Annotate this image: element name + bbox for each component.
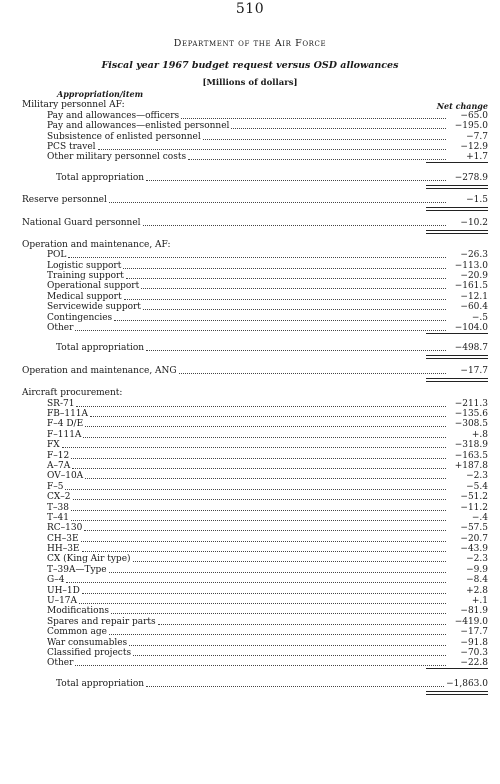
leader-dots: [79, 603, 446, 604]
table-row: [22, 281, 488, 291]
leader-dots: [68, 257, 446, 258]
table-row: [22, 616, 488, 626]
leader-dots: [203, 139, 446, 140]
section-heading: Military personnel AF:: [22, 100, 125, 111]
leader-dots: [133, 655, 446, 656]
row-label: CH–3E: [47, 533, 79, 544]
leader-dots: [75, 330, 446, 331]
leader-dots: [66, 582, 446, 583]
leader-dots: [143, 225, 446, 226]
row-label: T–41: [47, 512, 69, 523]
row-value: −20.9: [460, 271, 488, 282]
row-value: −308.5: [454, 419, 488, 430]
row-value: −70.3: [460, 647, 488, 658]
row-label: HH–3E: [47, 544, 80, 555]
row-label: CX–2: [47, 492, 71, 503]
om-ang-row: [22, 365, 488, 375]
section-aircraft-procurement: [22, 388, 488, 398]
total-row: [22, 343, 488, 353]
row-value: −60.4: [460, 302, 488, 313]
leader-dots: [65, 489, 446, 490]
row-value: −1,863.0: [446, 678, 488, 689]
row-value: −7.7: [466, 131, 488, 142]
row-label: T–38: [47, 502, 69, 513]
row-value: −498.7: [454, 343, 488, 354]
row-label: PCS travel: [47, 141, 96, 152]
row-value: −5.4: [466, 481, 488, 492]
table-row: [22, 302, 488, 312]
table-row: [22, 492, 488, 502]
column-header-change: Net change: [436, 101, 488, 111]
table-row: [22, 596, 488, 606]
leader-dots: [71, 458, 446, 459]
column-header-item: Appropriation/item: [57, 89, 144, 99]
row-label: Pay and allowances—enlisted personnel: [47, 121, 230, 132]
double-rule: [22, 689, 488, 695]
row-label: Other military personnel costs: [47, 152, 187, 163]
table-row: [22, 544, 488, 554]
row-label: SR‑71: [47, 398, 75, 409]
leader-dots: [82, 551, 447, 552]
table-row: [22, 533, 488, 543]
table-subtitle: Fiscal year 1967 budget request versus OSD allowances: [101, 60, 399, 71]
row-label: Spares and repair parts: [47, 616, 156, 627]
row-label: OV–10A: [47, 471, 84, 482]
rule: [426, 185, 488, 189]
leader-dots: [143, 309, 446, 310]
row-label: Total appropriation: [56, 172, 145, 183]
row-label: Other: [47, 658, 74, 669]
leader-dots: [146, 686, 444, 687]
table-row: [22, 554, 488, 564]
leader-dots: [146, 180, 446, 181]
section-operation-maintenance-af: [22, 240, 488, 250]
row-label: Total appropriation: [56, 343, 145, 354]
leader-dots: [231, 128, 446, 129]
leader-dots: [98, 149, 446, 150]
table-row: [22, 409, 488, 419]
leader-dots: [85, 426, 446, 427]
table-row: [22, 440, 488, 450]
row-label: FX: [47, 440, 60, 451]
row-value: +2.8: [466, 585, 488, 596]
row-value: −11.2: [460, 502, 488, 513]
leader-dots: [109, 202, 446, 203]
leader-dots: [81, 541, 446, 542]
leader-dots: [126, 278, 446, 279]
row-value: −65.0: [460, 110, 488, 121]
row-value: −10.2: [460, 217, 488, 228]
leader-dots: [124, 299, 446, 300]
row-label: POL: [47, 250, 67, 261]
leader-dots: [141, 288, 446, 289]
leader-dots: [85, 478, 446, 479]
rule: [426, 691, 488, 695]
table-row: [22, 121, 488, 131]
budget-table: [22, 100, 488, 695]
national-guard-row: [22, 217, 488, 227]
row-label: Classified projects: [47, 647, 132, 658]
leader-dots: [84, 530, 446, 531]
units-note: [Millions of dollars]: [202, 78, 298, 88]
table-row: [22, 312, 488, 322]
row-value: −51.2: [460, 492, 488, 503]
total-row: [22, 678, 488, 688]
leader-dots: [109, 572, 446, 573]
leader-dots: [111, 613, 446, 614]
row-label: Pay and allowances—officers: [47, 110, 180, 121]
leader-dots: [71, 520, 446, 521]
table-row: [22, 250, 488, 260]
row-value: −8.4: [466, 575, 488, 586]
table-row: [22, 637, 488, 647]
row-label: Common age: [47, 627, 107, 638]
row-label: Modifications: [47, 606, 110, 617]
table-row: [22, 523, 488, 533]
table-row: [22, 398, 488, 408]
row-value: −81.9: [460, 606, 488, 617]
row-label: Servicewide support: [47, 302, 141, 313]
row-label: CX (King Air type): [47, 554, 131, 565]
leader-dots: [83, 437, 446, 438]
rule: [426, 207, 488, 211]
table-row: [22, 323, 488, 333]
total-row: [22, 172, 488, 182]
table-row: [22, 606, 488, 616]
row-value: −.4: [471, 512, 488, 523]
rule: [426, 230, 488, 234]
row-value: −57.5: [460, 523, 488, 534]
row-value: −9.9: [466, 564, 488, 575]
table-row: [22, 461, 488, 471]
row-value: −195.0: [454, 121, 488, 132]
row-value: −12.1: [460, 291, 488, 302]
row-value: −135.6: [454, 408, 488, 419]
section-military-personnel: [22, 100, 488, 110]
row-value: +1.7: [466, 152, 488, 163]
row-value: −91.8: [460, 637, 488, 648]
row-label: A–7A: [47, 460, 71, 471]
row-value: −2.3: [466, 471, 488, 482]
row-label: U–17A: [47, 596, 78, 607]
table-row: [22, 142, 488, 152]
row-label: Reserve personnel: [22, 195, 107, 206]
row-value: −161.5: [454, 281, 488, 292]
row-label: War consumables: [47, 637, 128, 648]
rule: [426, 355, 488, 359]
table-row: [22, 564, 488, 574]
row-label: National Guard personnel: [22, 217, 141, 228]
rule: [426, 333, 488, 337]
leader-dots: [73, 499, 446, 500]
table-row: [22, 658, 488, 668]
leader-dots: [71, 510, 446, 511]
row-value: −278.9: [454, 172, 488, 183]
row-label: Contingencies: [47, 312, 113, 323]
leader-dots: [114, 320, 446, 321]
row-value: −17.7: [460, 365, 488, 376]
rule: [426, 162, 488, 166]
row-value: −20.7: [460, 533, 488, 544]
row-value: −211.3: [454, 398, 488, 409]
table-row: [22, 513, 488, 523]
reserve-personnel-row: [22, 195, 488, 205]
table-row: [22, 291, 488, 301]
table-row: [22, 575, 488, 585]
leader-dots: [109, 634, 446, 635]
row-label: Operation and maintenance, ANG: [22, 365, 177, 376]
row-label: RC–130: [47, 523, 83, 534]
table-row: [22, 429, 488, 439]
table-row: [22, 471, 488, 481]
leader-dots: [129, 645, 446, 646]
leader-dots: [188, 159, 446, 160]
row-label: Operational support: [47, 281, 140, 292]
table-row: [22, 502, 488, 512]
row-value: −.5: [471, 312, 488, 323]
leader-dots: [75, 665, 446, 666]
row-value: −17.7: [460, 627, 488, 638]
row-label: Training support: [47, 271, 124, 282]
row-value: −419.0: [454, 616, 488, 627]
row-value: −2.3: [466, 554, 488, 565]
row-label: Logistic support: [47, 260, 122, 271]
rule: [426, 668, 488, 672]
row-value: +.8: [471, 429, 488, 440]
department-title: Department of the Air Force: [173, 38, 327, 49]
row-label: FB–111A: [47, 408, 89, 419]
leader-dots: [179, 373, 446, 374]
row-value: −22.8: [460, 658, 488, 669]
leader-dots: [62, 447, 446, 448]
table-row: [22, 648, 488, 658]
row-value: −26.3: [460, 250, 488, 261]
page-number: 510: [235, 1, 265, 17]
row-value: −104.0: [454, 323, 488, 334]
table-row: [22, 110, 488, 120]
leader-dots: [72, 468, 446, 469]
row-label: G–4: [47, 575, 65, 586]
row-value: −12.9: [460, 141, 488, 152]
table-row: [22, 271, 488, 281]
table-row: [22, 627, 488, 637]
leader-dots: [82, 593, 446, 594]
section-heading: Aircraft procurement:: [22, 388, 123, 399]
row-value: −43.9: [460, 544, 488, 555]
row-value: +.1: [471, 596, 488, 607]
leader-dots: [76, 406, 446, 407]
table-row: [22, 152, 488, 162]
row-label: Subsistence of enlisted personnel: [47, 131, 201, 142]
row-value: −318.9: [454, 440, 488, 451]
row-label: F–12: [47, 450, 70, 461]
leader-dots: [181, 118, 446, 119]
table-row: [22, 419, 488, 429]
table-row: [22, 131, 488, 141]
row-value: −163.5: [454, 450, 488, 461]
row-label: Other: [47, 323, 74, 334]
row-label: UH–1D: [47, 585, 80, 596]
section-heading: Operation and maintenance, AF:: [22, 239, 171, 250]
leader-dots: [123, 268, 446, 269]
row-label: F–4 D/E: [47, 419, 84, 430]
leader-dots: [90, 416, 446, 417]
row-label: T–39A—Type: [47, 564, 107, 575]
row-value: −113.0: [454, 260, 488, 271]
leader-dots: [158, 624, 446, 625]
row-value: −1.5: [466, 195, 488, 206]
table-row: [22, 481, 488, 491]
table-row: [22, 450, 488, 460]
leader-dots: [146, 350, 446, 351]
table-row: [22, 585, 488, 595]
row-label: Total appropriation: [56, 678, 145, 689]
rule: [426, 378, 488, 382]
row-label: Medical support: [47, 291, 122, 302]
row-value: +187.8: [454, 460, 488, 471]
leader-dots: [133, 561, 446, 562]
table-row: [22, 260, 488, 270]
row-label: F–111A: [47, 429, 82, 440]
row-label: F–5: [47, 481, 64, 492]
